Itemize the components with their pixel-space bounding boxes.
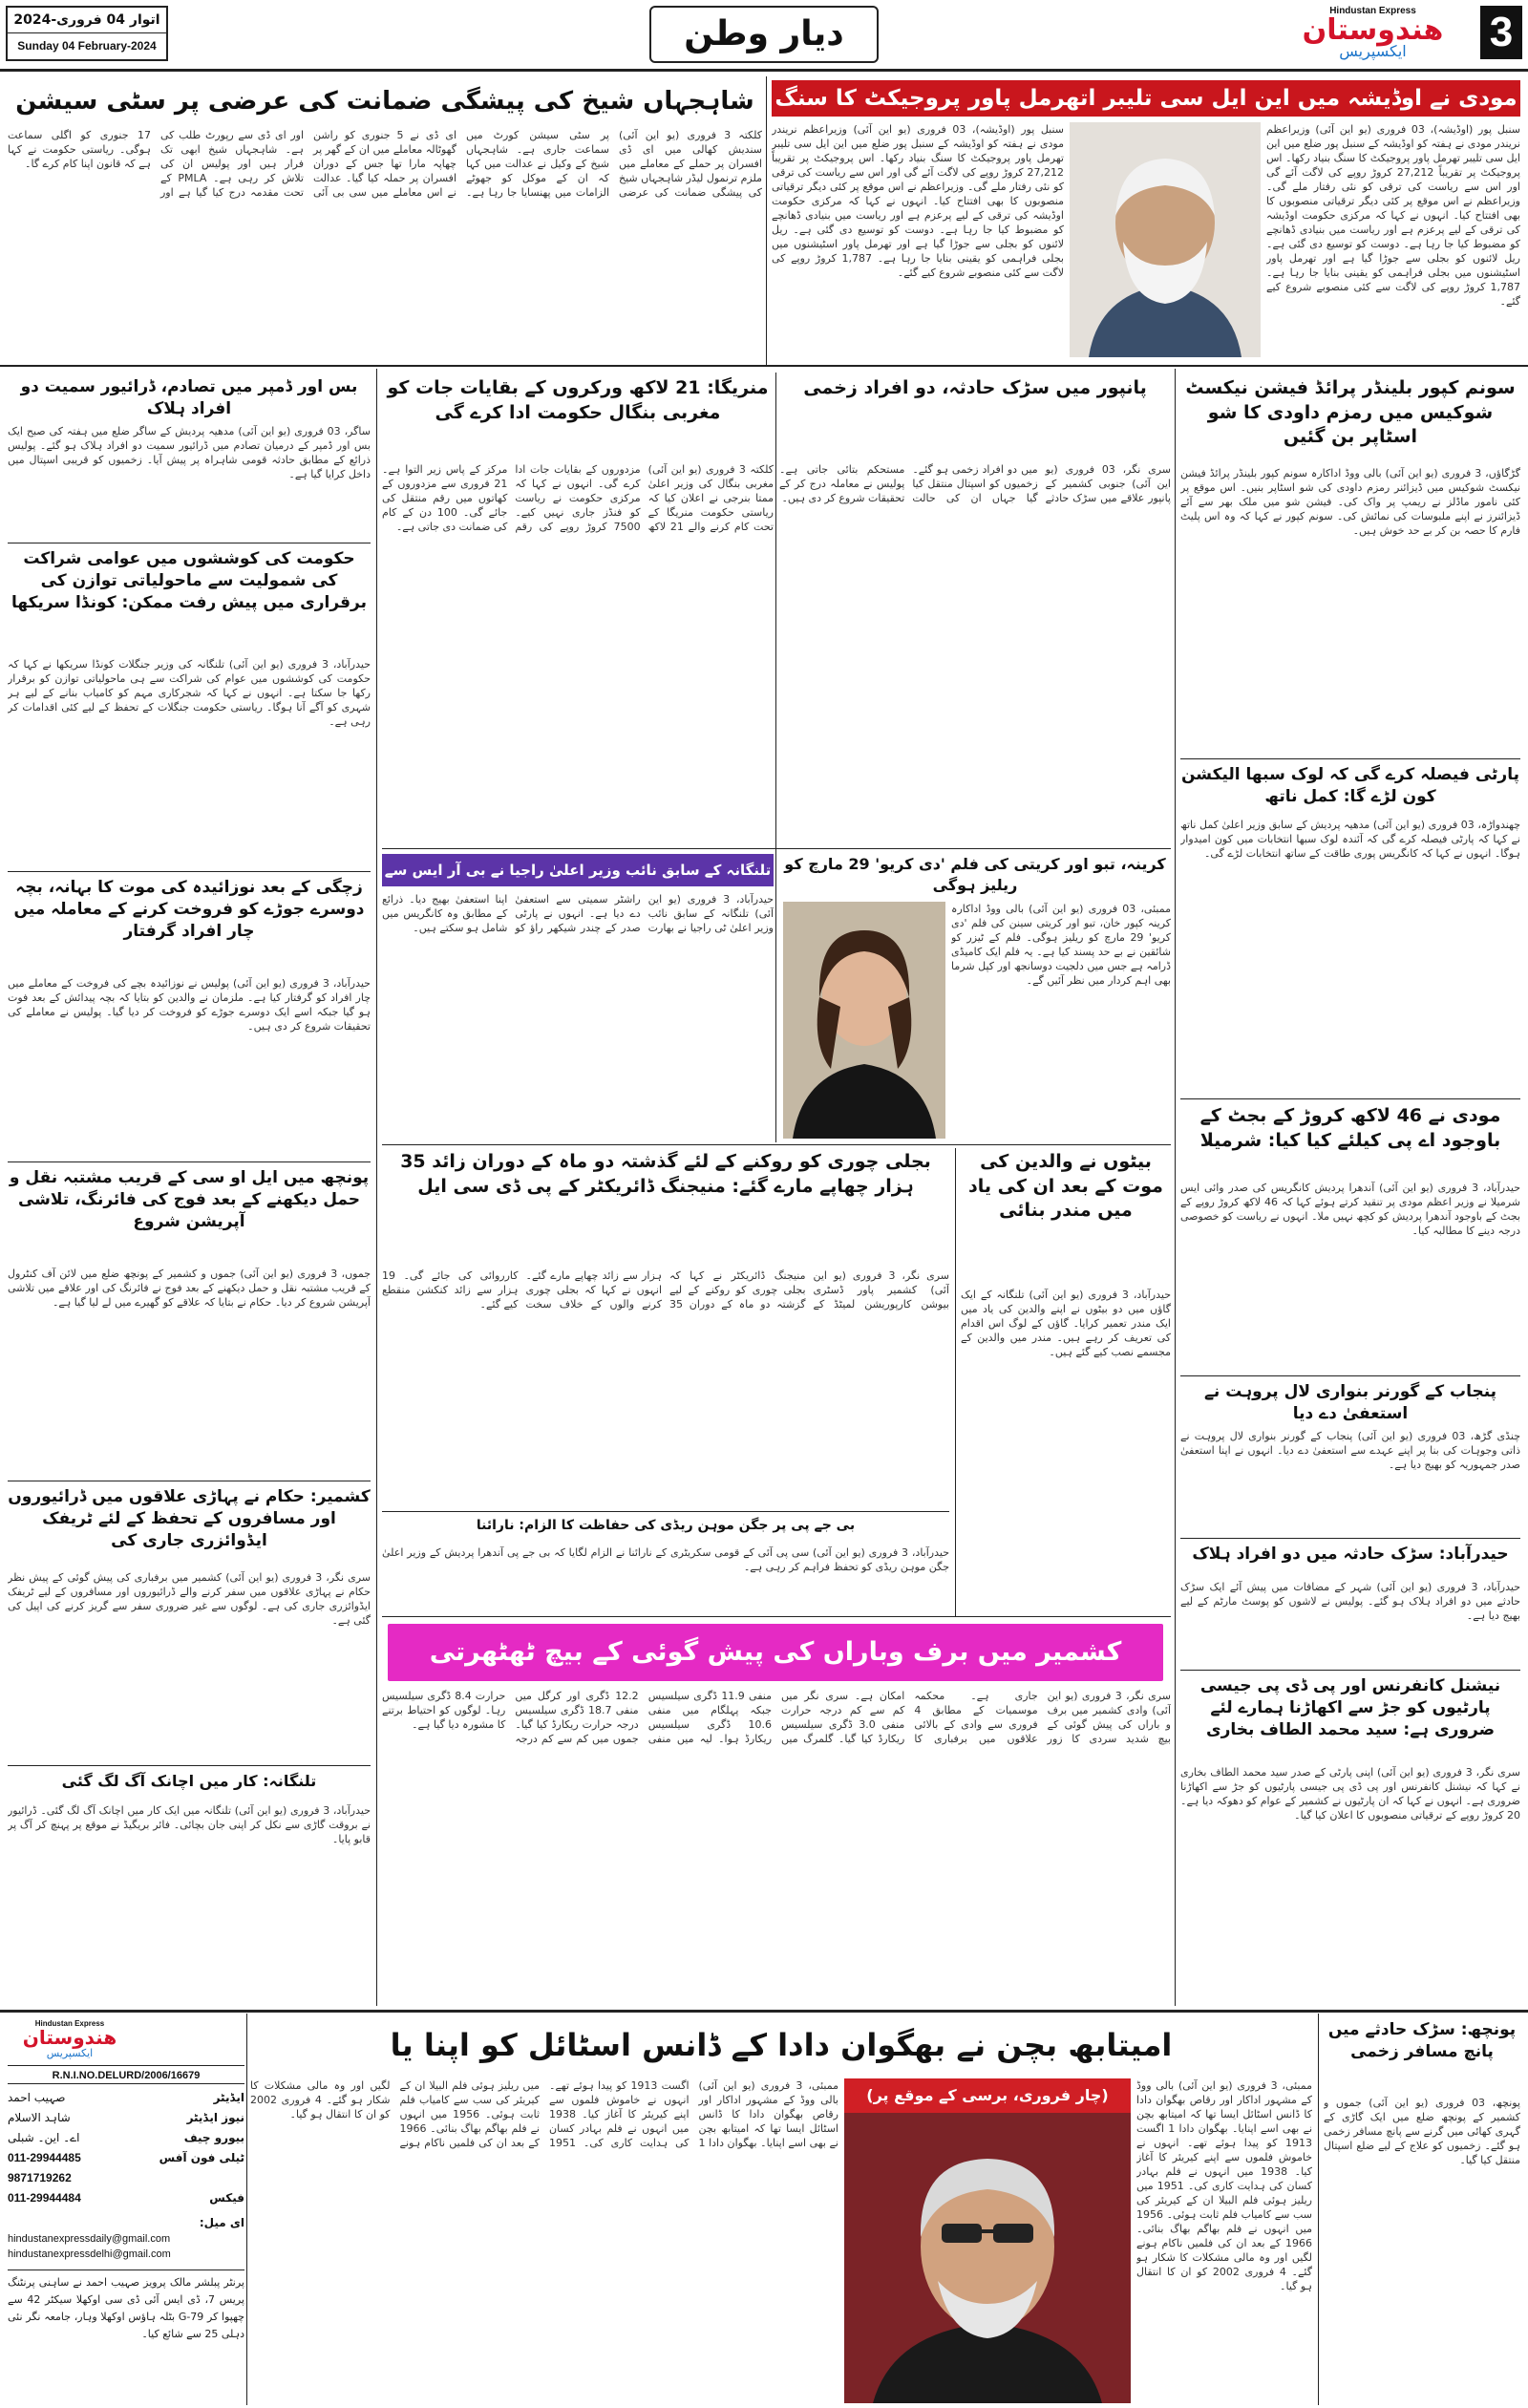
photo-modi (1070, 122, 1261, 357)
body-panipur: سری نگر، 03 فروری (یو این آئی) جنوبی کشمیر کے پانپور علاقے میں سڑک حادثے میں دو افراد زخمی ہو گئے۔ زخمیوں کو اسپتال منتقل کیا گیا جہاں ان کی حالت مستحکم بتائی جاتی ہے۔ پولیس نے معاملہ درج کر کے تحقیقات شروع کر دی ہیں۔ (779, 463, 1171, 504)
imprint-logo (8, 2019, 132, 2061)
headline-modi-budget: مودی نے 46 لاکھ کروڑ کے بجٹ کے باوجود اے پی کیلئے کیا کیا: شرمیلا (1199, 1105, 1501, 1151)
imprint-publisher-note: پرنٹر پبلشر مالک پرویز صہیب احمد نے ساہنی پرنٹنگ پریس 7، ڈی ایس آئی ڈی سی اوکھلا سیکٹر 42 سے چھپوا کر G-79 بٹلہ ہاؤس اوکھلا وہار، جامعہ نگر نئی دہلی 25 سے شائع کیا۔ (8, 2269, 244, 2394)
divider-imprint (246, 2014, 247, 2405)
divider-party (1180, 1098, 1520, 1099)
body-nc-pdp: سری نگر، 3 فروری (یو این آئی) اپنی پارٹی کے صدر سید محمد الطاف بخاری نے کہا کہ نیشنل کانفرنس اور پی ڈی پی جیسی پارٹیوں کو جڑ سے اکھاڑنا ضروری ہے۔ انہوں نے کہا کہ ان پارٹیوں نے کشمیر کے عوام کو دھوکہ دیا ہے۔ 20 کروڑ روپے کے ترقیاتی منصوبوں کا اعلان کیا گیا۔ (1180, 1766, 1520, 1822)
logo-sub-text: ایکسپریس (1339, 42, 1407, 60)
page-header (0, 0, 1528, 67)
divider-sonam (1180, 758, 1520, 759)
divider-budget (1180, 1375, 1520, 1376)
headline-harmony: حکومت کی کوششوں میں عوامی شراکت کی شمولیت سے ماحولیاتی توازن کی برقراری میں پیش رفت ممکن: کونڈا سریکھا (11, 549, 368, 612)
headline-kashmir-advisory: کشمیر: حکام نے پہاڑی علاقوں میں ڈرائیوروں اور مسافروں کے تحفظ کے لئے ٹریفک ایڈوائزری جاری کی (8, 1487, 371, 1550)
imprint-rows (8, 2088, 244, 2212)
logo-main-text: هندوستان (1302, 13, 1444, 47)
imprint-email-label: ای میل: (199, 2216, 244, 2229)
header-divider (0, 69, 1528, 72)
divider-row1 (0, 365, 1528, 367)
date-box (6, 6, 168, 61)
headline-kareena: کرینہ، تبو اور کریتی کی فلم 'دی کریو' 29 مارچ کو ریلیز ہوگی (784, 855, 1166, 894)
photo-kareena (783, 902, 945, 1139)
divider-col-right (1175, 369, 1176, 2006)
portrait-modi-image (1070, 122, 1261, 357)
body-modi-odisha-left: سنبل پور (اوڈیشہ)، 03 فروری (یو این آئی) وزیراعظم نریندر مودی نے ہفتہ کو اوڈیشہ کے سنبل پور ضلع میں این ایل سی تلیبر تھرمل پاور پروجیکٹ کا سنگ بنیاد رکھا۔ اس پروجیکٹ پر تقریباً 27,212 کروڑ روپے کی لاگت آئے گی اور اس سے ریاست کی ترقی کو نئی رفتار ملے گی۔ وزیراعظم نے اس موقع پر کئی دیگر ترقیاتی منصوبوں کا بھی افتتاح کیا۔ انہوں نے کہا کہ مرکزی حکومت اوڈیشہ کی ترقی کے لیے پرعزم ہے اور ریاست میں بنیادی ڈھانچے کو مضبوط کیا جا رہا ہے۔ دوست کو توسیع دی گئی ہے۔ ریل لائنوں کو بجلی سے جوڑا گیا ہے اور تھرمل پاور اسٹیشنوں میں بجلی فراہمی کو یقینی بنایا جا رہا ہے۔ 1,787 کروڑ روپے کی لاگت سے کئی منصوبے شروع کیے گئے۔ (772, 123, 1064, 279)
headline-sonam: سونم کپور بلینڈر پرائڈ فیشن نیکسٹ شوکیس میں رمزم داودی کا شو اسٹاپر بن گئیں (1185, 377, 1516, 448)
body-amitabh-left: ممبئی، 3 فروری (یو این آئی) بالی ووڈ کے مشہور اداکار اور رقاص بھگوان دادا کا ڈانس اسٹائل ایسا تھا کہ امیتابھ بچن نے بھی اسے اپنایا۔ بھگوان دادا 1 اگست 1913 کو پیدا ہوئے تھے۔ انہوں نے خاموش فلموں سے اپنے کیریئر کا آغاز کیا۔ 1938 میں انہوں نے فلم بہادر کسان کی ہدایت کاری کی۔ 1951 میں ریلیز ہوئی فلم البیلا ان کے کیریئر کی سب سے کامیاب فلم ثابت ہوئی۔ 1956 میں انہوں نے فلم بھاگم بھاگ بنائی۔ 1966 کے بعد ان کی فلمیں ناکام ہونے لگیں اور وہ مالی مشکلات کا شکار ہو گئے۔ 4 فروری 2002 کو ان کا انتقال ہو گیا۔ (250, 2079, 838, 2149)
divider-harmony (8, 871, 371, 872)
section-title-box (649, 6, 879, 63)
imprint-reg-no: R.N.I.NO.DELURD/2006/16679 (8, 2065, 244, 2084)
divider-newborn (8, 1161, 371, 1162)
portrait-amitabh-image (844, 2113, 1131, 2403)
headline-panipur: پانپور میں سڑک حادثہ، دو افراد زخمی (803, 377, 1147, 398)
imprint-row (8, 2188, 244, 2208)
headline-punjab-governor: پنجاب کے گورنر بنواری لال پروہت نے استعفیٰ دے دیا (1203, 1382, 1497, 1423)
body-harmony: حیدرآباد، 3 فروری (یو این آئی) تلنگانہ کی وزیر جنگلات کونڈا سریکھا نے کہا کہ حکومت کی کوششوں میں عوام کی شراکت سے ہی ماحولیاتی توازن کو برقرار رکھا جا سکتا ہے۔ انہوں نے کہا کہ شجرکاری مہم کو کامیاب بنانے کے لیے ہر شہری کو آگے آنا ہوگا۔ ریاستی حکومت جنگلات کے تحفظ کے لیے کئی اقدامات کر رہی ہے۔ (8, 658, 371, 728)
kicker-amitabh: (چار فروری، برسی کے موقع پر) (844, 2078, 1131, 2113)
divider-hyd (1180, 1670, 1520, 1671)
divider-col-left (376, 369, 377, 2006)
divider-punjab (1180, 1538, 1520, 1539)
body-mnrega: کلکتہ 3 فروری (یو این آئی) مغربی بنگال کی وزیر اعلیٰ ممتا بنرجی نے اعلان کیا کہ ریاستی حکومت منریگا کے تحت کام کرنے والے 21 لاکھ مزدوروں کے بقایات جات ادا کرے گی۔ انہوں نے کہا کہ مرکزی حکومت نے ریاست کو فنڈز جاری نہیں کیے۔ 7500 کروڑ روپے کی رقم مرکز کے پاس زیر التوا ہے۔ 21 فروری سے مزدوروں کے کھاتوں میں رقم منتقل کی جائے گی۔ 100 دن کے کام کی ضمانت دی جاتی ہے۔ (382, 463, 774, 533)
divider-center-row (382, 848, 1171, 849)
body-hyderabad-accident: حیدرآباد، 3 فروری (یو این آئی) شہر کے مضافات میں پیش آئے ایک سڑک حادثے میں دو افراد ہلاک ہو گئے۔ پولیس نے لاشوں کو پوسٹ مارٹم کے لیے بھیج دیا ہے۔ (1180, 1581, 1520, 1622)
body-party-decide: چھندواڑہ، 03 فروری (یو این آئی) مدھیہ پردیش کے سابق وزیر اعلیٰ کمل ناتھ نے کہا کہ پارٹی فیصلہ کرے گی کہ آئندہ لوک سبھا انتخابات میں کون امیدوار ہوگا۔ انہوں نے کہا کہ کانگریس پوری طاقت کے ساتھ انتخابات لڑے گی۔ (1180, 819, 1520, 860)
body-shahjahan: کلکتہ 3 فروری (یو این آئی) سندیش کھالی میں ای ڈی افسران پر حملے کے معاملے میں ملزم ترنمول لیڈر شاہجہاں شیخ کی پیشگی ضمانت کی عرضی پر سٹی سیشن کورٹ میں سماعت جاری ہے۔ شاہجہاں شیخ کے وکیل نے عدالت میں کہا کہ ان کے موکل کو جھوٹے الزامات میں پھنسایا جا رہا ہے۔ ای ڈی نے 5 جنوری کو راشن گھوٹالہ معاملے میں ان کے گھر پر چھاپہ مارا تھا جس کے دوران افسران پر حملہ کیا گیا۔ عدالت نے اس معاملے میں سی بی آئی اور ای ڈی سے رپورٹ طلب کی ہے۔ شاہجہاں شیخ ابھی تک فرار ہیں اور پولیس ان کی تلاش کر رہی ہے۔ PMLA کے تحت مقدمہ درج کیا گیا ہے اور 17 جنوری کو اگلی سماعت ہوگی۔ ریاستی حکومت نے کہا ہے کہ قانون اپنا کام کرے گا۔ (8, 129, 762, 199)
imprint-row (8, 2128, 244, 2148)
imprint-logo-sub: ایکسپریس (46, 2047, 94, 2059)
divider-center-col (775, 373, 776, 850)
body-sons-temple: حیدرآباد، 3 فروری (یو این آئی) تلنگانہ کے ایک گاؤں میں دو بیٹوں نے اپنے والدین کی یاد میں ایک مندر تعمیر کرایا۔ گاؤں کے لوگ اس اقدام کی تعریف کر رہے ہیں۔ مندر میں والدین کے مجسمے نصب کیے گئے ہیں۔ (961, 1289, 1171, 1358)
photo-amitabh (844, 2078, 1131, 2403)
divider-center-col2 (775, 850, 776, 1142)
imprint-logo-main: هندوستان (22, 2026, 117, 2049)
logo-top-text: Hindustan Express (1329, 6, 1416, 16)
body-kashmir-advisory: سری نگر، 3 فروری (یو این آئی) کشمیر میں برفباری کی پیش گوئی کے پیش نظر حکام نے پہاڑی علاقوں میں سفر کرنے والے ڈرائیوروں اور مسافروں کے لیے ٹریفک ایڈوائزری جاری کی ہے۔ لوگوں سے غیر ضروری سفر سے گریز کرنے کی اپیل کی گئی ہے۔ (8, 1571, 371, 1627)
headline-telangana-fire: تلنگانہ: کار میں اچانک آگ لگ گئی (61, 1772, 317, 1790)
divider-sons (955, 1148, 956, 1616)
headline-hyderabad-accident: حیدرآباد: سڑک حادثہ میں دو افراد ہلاک (1192, 1545, 1509, 1564)
headline-shahjahan: شاہجہاں شیخ کی پیشگی ضمانت کی عرضی پر سٹی سیشن (15, 87, 754, 116)
imprint-label: فیکس (209, 2191, 244, 2205)
body-telangana-resign: حیدرآباد، 3 فروری (یو این آئی) تلنگانہ کے سابق نائب وزیر اعلیٰ ٹی راجیا نے بھارت راشٹر سمیتی سے استعفیٰ دے دیا ہے۔ انہوں نے پارٹی صدر کے چندر شیکھر راؤ کو اپنا استعفیٰ بھیج دیا۔ ذرائع کے مطابق وہ کانگریس میں شامل ہو سکتے ہیں۔ (382, 893, 774, 934)
body-poonch-accident: پونچھ، 03 فروری (یو این آئی) جموں و کشمیر کے پونچھ ضلع میں ایک گاڑی کے گہری کھائی میں گرنے سے پانچ مسافر زخمی ہو گئے۔ زخمیوں کو علاج کے لیے ضلع اسپتال منتقل کیا گیا۔ (1324, 2097, 1520, 2166)
imprint-box (8, 2019, 244, 2401)
divider-center-row2 (382, 1144, 1171, 1145)
date-english: Sunday 04 February-2024 (17, 39, 157, 53)
headline-modi-odisha: مودی نے اوڈیشہ میں این ایل سی تلیبر اتھرمل پاور پروجیکٹ کا سنگ (772, 80, 1520, 117)
imprint-value: صہیب احمد (8, 2091, 66, 2104)
imprint-row (8, 2108, 244, 2128)
headline-telangana-resign: تلنگانہ کے سابق نائب وزیر اعلیٰ راجیا نے بی آر ایس سے (382, 854, 774, 886)
header-logo (1270, 6, 1475, 61)
headline-bus-truck: بس اور ڈمپر میں تصادم، ڈرائیور سمیت دو افراد ہلاک (20, 377, 358, 418)
body-amitabh-right: ممبئی، 3 فروری (یو این آئی) بالی ووڈ کے مشہور اداکار اور رقاص بھگوان دادا کا ڈانس اسٹائل ایسا تھا کہ امیتابھ بچن نے بھی اسے اپنایا۔ بھگوان دادا 1 اگست 1913 کو پیدا ہوئے تھے۔ انہوں نے خاموش فلموں سے اپنے کیریئر کا آغاز کیا۔ 1938 میں انہوں نے فلم بہادر کسان کی ہدایت کاری کی۔ 1951 میں ریلیز ہوئی فلم البیلا ان کے کیریئر کی سب سے کامیاب فلم ثابت ہوئی۔ 1956 میں انہوں نے فلم بھاگم بھاگ بنائی۔ 1966 کے بعد ان کی فلمیں ناکام ہونے لگیں اور وہ مالی مشکلات کا شکار ہو گئے۔ 4 فروری 2002 کو ان کا انتقال ہو گیا۔ (1136, 2079, 1312, 2292)
headline-amitabh: امیتابھ بچن نے بھگوان دادا کے ڈانس اسٹائل کو اپنا یا (390, 2027, 1173, 2063)
headline-newborn: زچگی کے بعد نوزائیدہ کی موت کا بہانہ، بچہ دوسرے جوڑے کو فروخت کرنے کے معاملہ میں چار افراد گرفتار (13, 878, 365, 941)
body-kareena: ممبئی، 03 فروری (یو این آئی) بالی ووڈ اداکارہ کرینہ کپور خان، تبو اور کریتی سینن کی فلم 'دی کریو' 29 مارچ کو ریلیز ہوگی۔ فلم کے ٹیزر کو شائقین نے بے حد پسند کیا ہے۔ یہ فلم ایک کامیڈی ڈرامہ ہے جس میں دلجیت دوسانجھ اور کپل شرما بھی اہم کردار میں نظر آئیں گے۔ (951, 903, 1171, 987)
body-modi-budget: حیدرآباد، 3 فروری (یو این آئی) آندھرا پردیش کانگریس کی صدر وائی ایس شرمیلا نے وزیر اعظم مودی پر تنقید کرتے ہوئے کہا کہ 46 لاکھ کروڑ روپے کے بجٹ کے باوجود آندھرا پردیش کو کچھ نہیں ملا۔ انہوں نے ریاست کو خصوصی درجہ دینے کا مطالبہ کیا۔ (1180, 1182, 1520, 1237)
imprint-email-2[interactable]: hindustanexpressdelhi@gmail.com (8, 2248, 171, 2260)
imprint-row (8, 2088, 244, 2108)
body-modi-odisha-right: سنبل پور (اوڈیشہ)، 03 فروری (یو این آئی) وزیراعظم نریندر مودی نے ہفتہ کو اوڈیشہ کے سنبل پور ضلع میں این ایل سی تلیبر تھرمل پاور پروجیکٹ کا سنگ بنیاد رکھا۔ اس پروجیکٹ پر تقریباً 27,212 کروڑ روپے کی لاگت آئے گی اور اس سے ریاست کی ترقی کو نئی رفتار ملے گی۔ وزیراعظم نے اس موقع پر کئی دیگر ترقیاتی منصوبوں کا بھی افتتاح کیا۔ انہوں نے کہا کہ مرکزی حکومت اوڈیشہ کی ترقی کے لیے پرعزم ہے اور ریاست میں بنیادی ڈھانچے کو مضبوط کیا جا رہا ہے۔ دوست کو توسیع دی گئی ہے۔ ریل لائنوں کو بجلی سے جوڑا گیا ہے اور تھرمل پاور اسٹیشنوں میں بجلی فراہمی کو یقینی بنایا جا رہا ہے۔ 1,787 کروڑ روپے کی لاگت سے کئی منصوبے شروع کیے گئے۔ (1266, 123, 1520, 308)
body-snow: سری نگر، 3 فروری (یو این آئی) وادی کشمیر میں برف و باراں کی پیش گوئی کے بیچ شدید سردی کا زور جاری ہے۔ محکمہ موسمیات کے مطابق 4 فروری سے وادی کے بالائی علاقوں میں برفباری کا امکان ہے۔ سری نگر میں کم سے کم درجہ حرارت منفی 3.0 ڈگری سیلسیس ریکارڈ کیا گیا۔ گلمرگ میں منفی 11.9 ڈگری سیلسیس جبکہ پہلگام میں منفی 10.6 ڈگری سیلسیس ریکارڈ ہوا۔ لیہ میں منفی 12.2 ڈگری اور کرگل میں منفی 18.7 ڈگری سیلسیس درجہ حرارت ریکارڈ کیا گیا۔ جموں میں کم سے کم درجہ حرارت 8.4 ڈگری سیلسیس رہا۔ لوگوں کو احتیاط برتنے کا مشورہ دیا گیا ہے۔ (382, 1690, 1171, 1745)
body-telangana-fire: حیدرآباد، 3 فروری (یو این آئی) تلنگانہ میں ایک کار میں اچانک آگ لگ گئی۔ ڈرائیور نے بروقت گاڑی سے نکل کر اپنی جان بچائی۔ فائر بریگیڈ نے موقع پر پہنچ کر آگ پر قابو پایا۔ (8, 1804, 371, 1845)
body-poonch: جموں، 3 فروری (یو این آئی) جموں و کشمیر کے پونچھ ضلع میں لائن آف کنٹرول کے قریب مشتبہ نقل و حمل دیکھنے کے بعد فوج نے فائرنگ کی اور علاقے میں تلاشی آپریشن شروع کر دیا۔ حکام نے بتایا کہ علاقے کو گھیرے میں لے لیا گیا ہے۔ (8, 1268, 371, 1309)
imprint-value: شاہد الاسلام (8, 2111, 71, 2124)
divider-bottom-right (1318, 2014, 1319, 2405)
imprint-value: اے۔ این۔ شبلی (8, 2131, 80, 2144)
imprint-label: ایڈیٹر (213, 2091, 244, 2104)
headline-sons-temple: بیٹوں نے والدین کی موت کے بعد ان کی یاد میں مندر بنائی (968, 1151, 1163, 1222)
divider-row3 (0, 2010, 1528, 2013)
body-sonam: گڑگاؤں، 3 فروری (یو این آئی) بالی ووڈ اداکارہ سونم کپور بلینڈر پرائڈ فیشن نیکسٹ شوکیس میں ڈیزائنر رمزم داودی کی شو اسٹاپر بنیں۔ اس موقع پر کئی نامور ماڈلز نے ریمپ پر واک کی۔ فیشن شو میں ملک بھر سے آئے ڈیزائنرز نے اپنے ملبوسات کی نمائش کی۔ سونم کپور نے کہا کہ وہ اس پلیٹ فارم کا حصہ بن کر بے حد خوش ہیں۔ (1180, 467, 1520, 537)
body-bus-truck: ساگر، 03 فروری (یو این آئی) مدھیہ پردیش کے ساگر ضلع میں ہفتہ کی صبح ایک بس اور ڈمپر کے درمیان تصادم میں ڈرائیور سمیت دو افراد ہلاک ہو گئے۔ پولیس ذرائع کے مطابق حادثہ قومی شاہراہ پر پیش آیا۔ زخمیوں کو قریبی اسپتال میں داخل کرایا گیا ہے۔ (8, 425, 371, 480)
body-electricity: سری نگر، 3 فروری (یو این آئی) کشمیر پاور ڈسٹری بیوشن کارپوریشن لمیٹڈ کے منیجنگ ڈائریکٹر نے کہا کہ بجلی چوری کو روکنے کے لیے گزشتہ دو ماہ کے دوران 35 ہزار سے زائد چھاپے مارے گئے۔ انہوں نے کہا کہ بجلی چوری کرنے والوں کے خلاف سخت کارروائی کی جائے گی۔ 19 ہزار سے زائد کنکشن منقطع کیے گئے۔ (382, 1269, 949, 1311)
imprint-label: بیورو چیف (183, 2131, 244, 2144)
headline-party-decide: پارٹی فیصلہ کرے گی کہ لوک سبھا الیکشن کون لڑے گا: کمل ناتھ (1181, 765, 1519, 806)
imprint-phone: 011-29944485 (8, 2151, 81, 2164)
headline-poonch-accident: پونچھ: سڑک حادثے میں پانچ مسافر زخمی (1327, 2020, 1517, 2061)
imprint-label: نیوز ایڈیٹر (186, 2111, 244, 2124)
headline-nc-pdp: نیشنل کانفرنس اور پی ڈی پی جیسی پارٹیوں کو جڑ سے اکھاڑنا ہمارے لئے ضروری ہے: سید محمد الطاف بخاری (1199, 1676, 1501, 1739)
divider-narayana (382, 1616, 1171, 1617)
imprint-fax: 011-29944484 (8, 2191, 81, 2205)
body-newborn: حیدرآباد، 3 فروری (یو این آئی) پولیس نے نوزائیدہ بچے کی فروخت کے معاملے میں چار افراد کو گرفتار کیا ہے۔ ملزمان نے والدین کو بتایا کہ بچہ پیدائش کے بعد فوت ہو گیا جبکہ اسے ایک دوسرے جوڑے کو فروخت کر دیا گیا۔ پولیس نے معاملے کی تحقیقات شروع کر دی ہیں۔ (8, 977, 371, 1033)
page-number: 3 (1480, 6, 1522, 59)
divider-row1-col (766, 76, 767, 365)
imprint-label: ٹیلی فون آفس (159, 2151, 244, 2164)
portrait-kareena-image (783, 902, 945, 1139)
imprint-row (8, 2168, 244, 2188)
headline-poonch: پونچھ میں ایل او سی کے قریب مشتبہ نقل و حمل دیکھنے کے بعد فوج کی فائرنگ، تلاشی آپریشن شروع (9, 1168, 370, 1231)
headline-electricity: بجلی چوری کو روکنے کے لئے گذشتہ دو ماہ کے دوران زائد 35 ہزار چھاپے مارے گئے: منیجنگ ڈائریکٹر کے پی ڈی سی ایل (400, 1151, 931, 1197)
divider-electricity (382, 1511, 949, 1512)
date-urdu: اتوار 04 فروری-2024 (8, 8, 166, 33)
headline-snow: کشمیر میں برف وباراں کی پیش گوئی کے بیچ ٹھٹھرتی (388, 1624, 1163, 1681)
body-narayana: حیدرآباد، 3 فروری (یو این آئی) سی پی آئی کے قومی سکریٹری کے نارائنا نے الزام لگایا کہ بی جے پی آندھرا پردیش کے وزیر اعلیٰ جگن موہن ریڈی کو تحفظ فراہم کر رہی ہے۔ (382, 1546, 949, 1573)
imprint-email-1[interactable]: hindustanexpressdaily@gmail.com (8, 2233, 171, 2245)
section-title: دیار وطن (684, 14, 844, 53)
imprint-logo-top: Hindustan Express (34, 2019, 105, 2028)
imprint-row (8, 2148, 244, 2168)
headline-narayana: بی جے پی پر جگن موہن ریڈی کی حفاظت کا الزام: نارائنا (476, 1518, 856, 1533)
imprint-phone: 9871719262 (8, 2171, 72, 2184)
divider-advisory (8, 1765, 371, 1766)
headline-mnrega: منریگا: 21 لاکھ ورکروں کے بقایات جات کو مغربی بنگال حکومت ادا کرے گی (387, 377, 769, 423)
body-punjab-governor: چنڈی گڑھ، 03 فروری (یو این آئی) پنجاب کے گورنر بنواری لال پروہت نے ذاتی وجوہات کی بنا پر اپنے عہدے سے استعفیٰ دے دیا۔ انہوں نے اپنا استعفیٰ صدر جمہوریہ کو بھیج دیا ہے۔ (1180, 1430, 1520, 1471)
